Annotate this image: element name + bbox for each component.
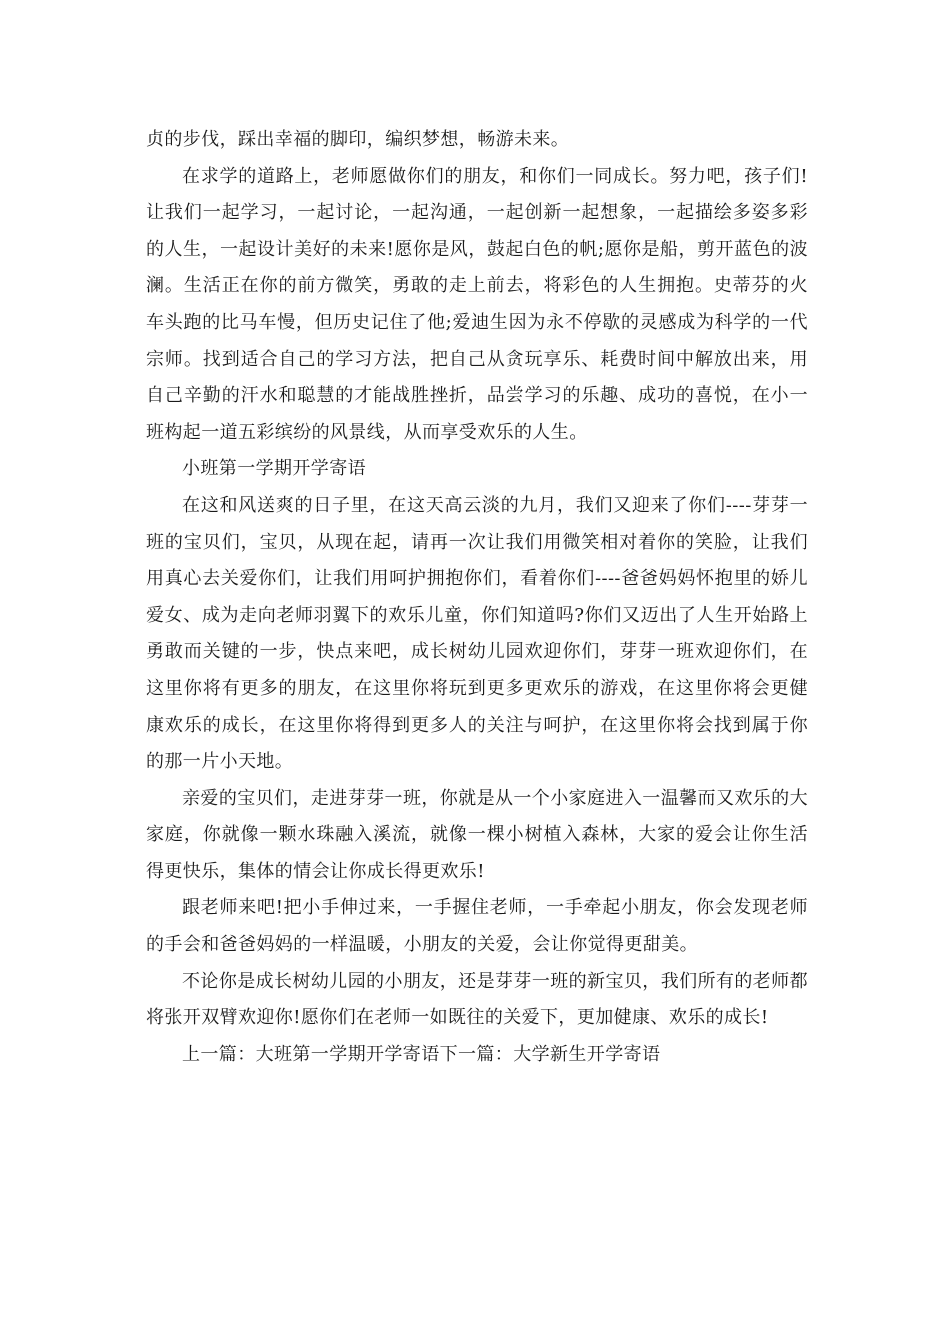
paragraph-hand-in-hand: 跟老师来吧!把小手伸过来，一手握住老师，一手牵起小朋友，你会发现老师的手会和爸爸妈妈的一样温暖，小朋友的关爱，会让你觉得更甜美。 bbox=[146, 897, 808, 956]
paragraph-big-family: 亲爱的宝贝们，走进芽芽一班，你就是从一个小家庭进入一温馨而又欢乐的大家庭，你就像一颗水珠融入溪流，就像一棵小树植入森林，大家的爱会让你生活得更快乐，集体的情会让你成长得更欢乐! bbox=[146, 787, 808, 882]
paragraph-continuation: 贞的步伐，踩出幸福的脚印，编织梦想，畅游未来。 bbox=[146, 129, 570, 150]
paragraph-open-arms: 不论你是成长树幼儿园的小朋友，还是芽芽一班的新宝贝，我们所有的老师都将张开双臂欢迎你!愿你们在老师一如既往的关爱下，更加健康、欢乐的成长! bbox=[146, 970, 808, 1029]
document-body bbox=[146, 122, 808, 1073]
section-heading: 小班第一学期开学寄语 bbox=[182, 458, 366, 480]
paragraph-welcome: 在这和风送爽的日子里，在这天高云淡的九月，我们又迎来了你们----芽芽一班的宝贝们，宝贝，从现在起，请再一次让我们用微笑相对着你的笑脸，让我们用真心去关爱你们，让我们用呵护拥抱你们，看着你们----爸爸妈妈怀抱里的娇儿爱女、成为走向老师羽翼下的欢乐儿童，你们知道吗?你们又迈出了人生开始路上勇敢而关键的一步，快点来吧，成长树幼儿园欢迎你们，芽芽一班欢迎你们，在这里你将有更多的朋友，在这里你将玩到更多更欢乐的游戏，在这里你将会更健康欢乐的成长，在这里你将得到更多人的关注与呵护，在这里你将会找到属于你的那一片小天地。 bbox=[146, 494, 808, 773]
paragraph-study-path: 在求学的道路上，老师愿做你们的朋友，和你们一同成长。努力吧，孩子们!让我们一起学习，一起讨论，一起沟通，一起创新一起想象，一起描绘多姿多彩的人生，一起设计美好的未来!愿你是风，鼓起白色的帆;愿你是船，剪开蓝色的波澜。生活正在你的前方微笑，勇敢的走上前去，将彩色的人生拥抱。史蒂芬的火车头跑的比马车慢，但历史记住了他;爱迪生因为永不停歇的灵感成为科学的一代宗师。找到适合自己的学习方法，把自己从贪玩享乐、耗费时间中解放出来，用自己辛勤的汗水和聪慧的才能战胜挫折，品尝学习的乐趣、成功的喜悦，在小一班构起一道五彩缤纷的风景线，从而享受欢乐的人生。 bbox=[146, 165, 808, 443]
prev-next-navigation: 上一篇：大班第一学期开学寄语下一篇：大学新生开学寄语 bbox=[182, 1043, 661, 1065]
